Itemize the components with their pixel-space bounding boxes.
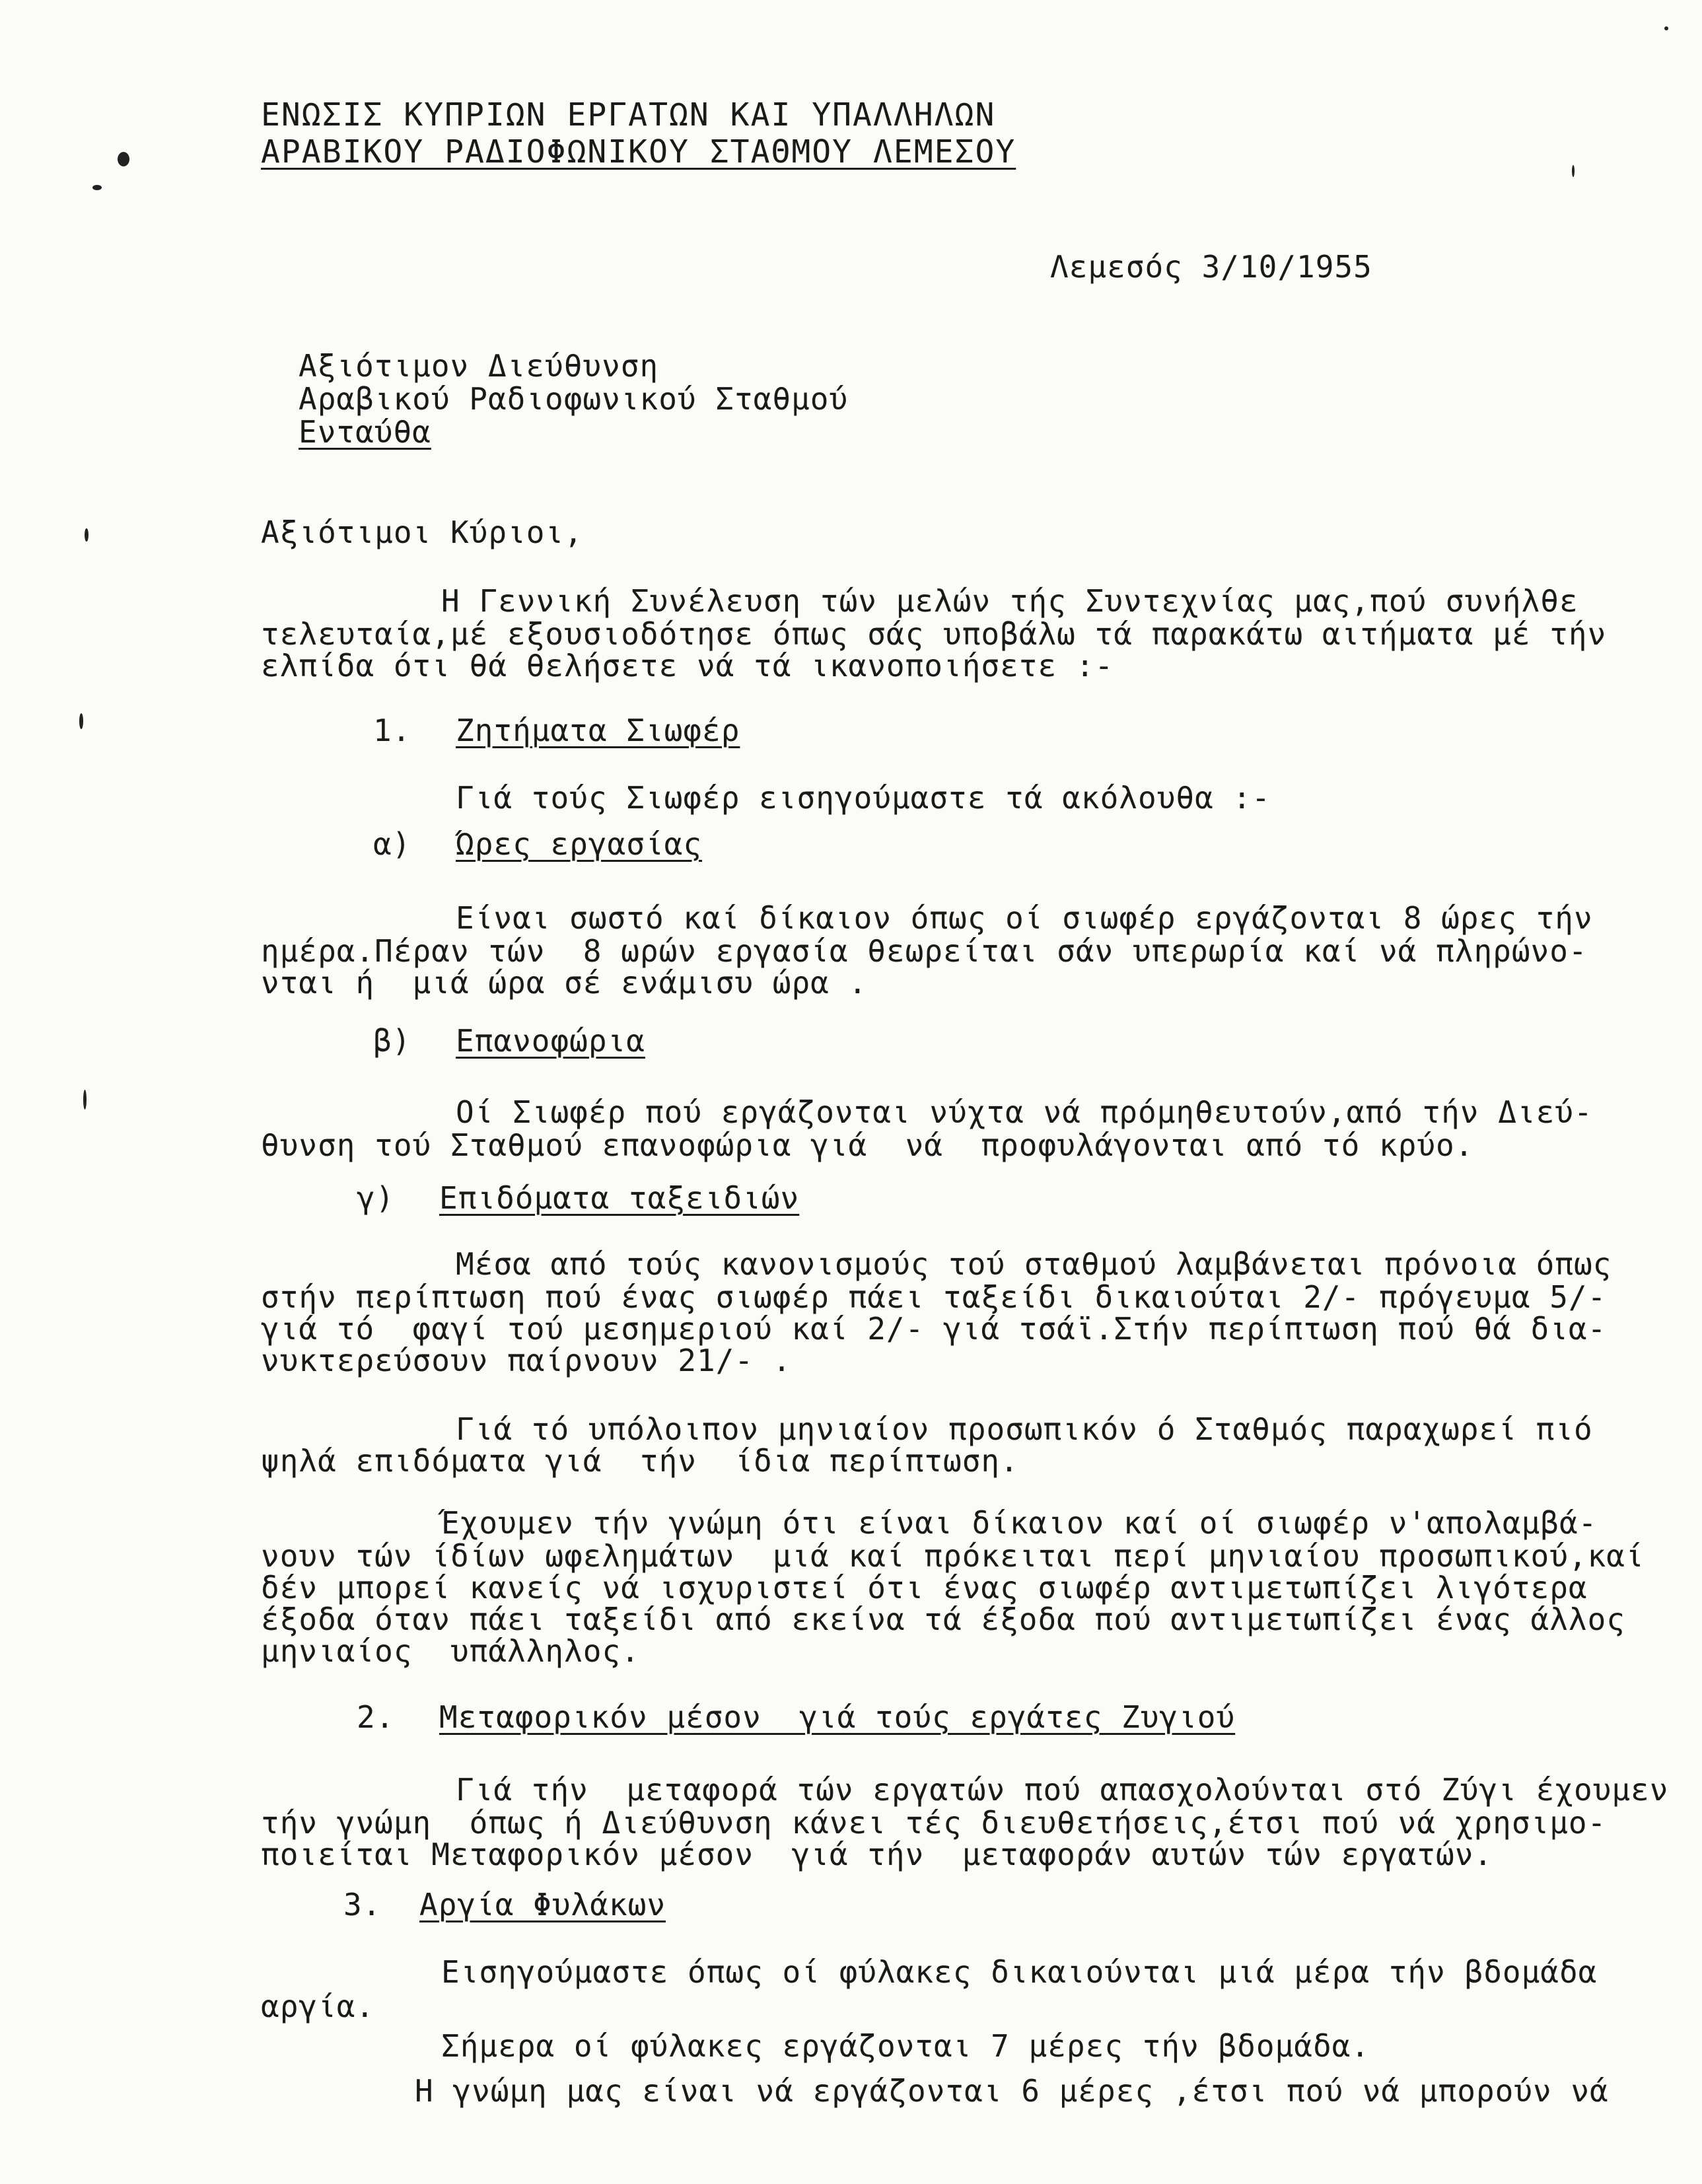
section3-line3: Η γνώμη μας είναι νά εργάζονται 6 μέρες ,έτσι πού νά μπορούν νά [415, 2073, 1609, 2109]
union-name-line1: ΕΝΩΣΙΣ ΚΥΠΡΙΩΝ ΕΡΓΑΤΩΝ ΚΑΙ ΥΠΑΛΛΗΛΩΝ [261, 96, 996, 133]
scan-mark [92, 185, 102, 190]
recipient-line1: Αξιότιμον Διεύθυνση [299, 348, 659, 384]
section3-line2: Σήμερα οί φύλακες εργάζονται 7 μέρες τήν βδομάδα. [441, 2028, 1370, 2064]
section1b-title: Επανοφώρια [456, 1023, 645, 1059]
scan-mark [79, 713, 83, 729]
section1b-label: β) [373, 1023, 411, 1059]
section1b-line1: Οί Σιωφέρ πού εργάζονται νύχτα νά πρόμηθευτούν,από τήν Διεύ- [456, 1094, 1593, 1130]
section1b-line2: θυνση τού Σταθμού επανοφώρια γιά νά προφυλάγονται από τό κρύο. [261, 1127, 1474, 1163]
section1-lead: Γιά τούς Σιωφέρ εισηγούμαστε τά ακόλουθα :- [456, 780, 1271, 816]
intro-line3: ελπίδα ότι θά θελήσετε νά τά ικανοποιήσετε :- [261, 648, 1114, 684]
section2-line1: Γιά τήν μεταφορά τών εργατών πού απασχολούνται στό Ζύγι έχουμεν [456, 1772, 1669, 1808]
letter-date: Λεμεσός 3/10/1955 [1050, 249, 1372, 285]
section1c-para2-line1: Γιά τό υπόλοιπον μηνιαίον προσωπικόν ό Σταθμός παραχωρεί πιό [456, 1411, 1593, 1447]
section2-number: 2. [357, 1699, 395, 1735]
scan-mark [83, 1090, 87, 1110]
scan-mark [1572, 165, 1575, 177]
section1c-line1: Μέσα από τούς κανονισμούς τού σταθμού λαμβάνεται πρόνοια όπως [456, 1246, 1612, 1282]
section1a-title: Ώρες εργασίας [456, 826, 703, 862]
section2-line2: τήν γνώμη όπως ή Διεύθυνση κάνει τές διευθετήσεις,έτσι πού νά χρησιμο- [261, 1805, 1607, 1841]
section3-line1: Εισηγούμαστε όπως οί φύλακες δικαιούνται μιά μέρα τήν βδομάδα [441, 1954, 1598, 1990]
section1a-label: α) [373, 826, 411, 862]
section1c-line4: νυκτερεύσουν παίρνουν 21/- . [261, 1343, 792, 1378]
section1-title: Ζητήματα Σιωφέρ [456, 713, 740, 748]
section1c-para3-line2: νουν τών ίδίων ωφελημάτων μιά καί πρόκειται περί μηνιαίου προσωπικού,καί [261, 1538, 1645, 1574]
section3-title: Αργία Φυλάκων [419, 1887, 666, 1922]
section1-number: 1. [373, 713, 411, 748]
section3-number: 3. [343, 1887, 382, 1922]
section1c-para3-line4: έξοδα όταν πάει ταξείδι από εκείνα τά έξοδα πού αντιμετωπίζει ένας άλλος [261, 1602, 1625, 1637]
section1c-para3-line5: μηνιαίος υπάλληλος. [261, 1633, 640, 1669]
recipient-line3: Ενταύθα [299, 414, 431, 450]
section1c-para3-line1: Έχουμεν τήν γνώμη ότι είναι δίκαιον καί οί σιωφέρ ν'απολαμβά- [441, 1505, 1598, 1541]
section1a-line1: Είναι σωστό καί δίκαιον όπως οί σιωφέρ εργάζονται 8 ώρες τήν [456, 900, 1593, 936]
intro-line1: Η Γεννική Συνέλευση τών μελών τής Συντεχνίας μας,πού συνήλθε [441, 583, 1578, 619]
section1c-label: γ) [357, 1180, 395, 1216]
salutation: Αξιότιμοι Κύριοι, [261, 514, 583, 550]
section2-line3: ποιείται Μεταφορικόν μέσον γιά τήν μεταφοράν αυτών τών εργατών. [261, 1837, 1493, 1872]
scan-mark [1664, 26, 1668, 30]
section1c-para3-line3: δέν μπορεί κανείς νά ισχυριστεί ότι ένας σιωφέρ αντιμετωπίζει λιγότερα [261, 1570, 1588, 1605]
section3-line1b: αργία. [261, 1989, 375, 2024]
section1c-line3: γιά τό φαγί τού μεσημεριού καί 2/- γιά τσάϊ.Στήν περίπτωση πού θά δια- [261, 1311, 1607, 1347]
scan-mark [118, 152, 129, 166]
section1c-line2: στήν περίπτωση πού ένας σιωφέρ πάει ταξείδι δικαιούται 2/- πρόγευμα 5/- [261, 1279, 1607, 1315]
section2-title: Μεταφορικόν μέσον γιά τούς εργάτες Ζυγιού [439, 1699, 1236, 1735]
section1c-title: Επιδόματα ταξειδιών [439, 1180, 800, 1216]
section1a-line2: ημέρα.Πέραν τών 8 ωρών εργασία θεωρείται σάν υπερωρία καί νά πληρώνο- [261, 933, 1588, 969]
union-name-line2: ΑΡΑΒΙΚΟΥ ΡΑΔΙΟΦΩΝΙΚΟΥ ΣΤΑΘΜΟΥ ΛΕΜΕΣΟΥ [261, 133, 1016, 170]
recipient-line2: Αραβικού Ραδιοφωνικού Σταθμού [299, 381, 849, 417]
section1a-line3: νται ή μιά ώρα σέ ενάμισυ ώρα . [261, 965, 868, 1001]
section1c-para2-line2: ψηλά επιδόματα γιά τήν ίδια περίπτωση. [261, 1443, 1019, 1479]
scan-mark [85, 528, 89, 542]
intro-line2: τελευταία,μέ εξουσιοδότησε όπως σάς υποβάλω τά παρακάτω αιτήματα μέ τήν [261, 616, 1607, 652]
